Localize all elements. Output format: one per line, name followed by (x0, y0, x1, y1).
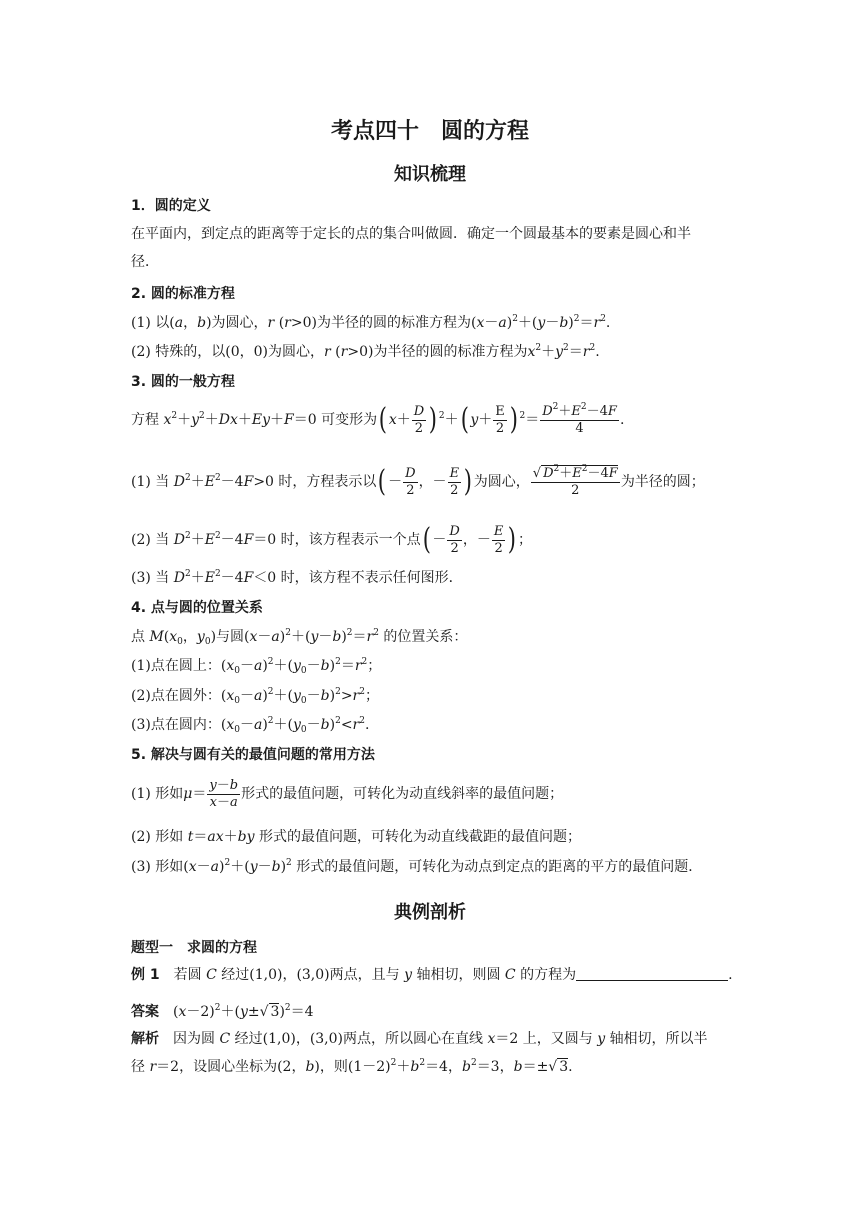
general-equation-case-1: (1) 当 $D^2+E^2-4F>0$ 时，方程表示以( － $\frac{D}{2}$ ，－ $\frac{E}{2}$ ) 为圆心， $\frac{√ D^2+E^2-4F}{2}$ 为半径的圆； (131, 463, 705, 499)
definition-line-1: 在平面内，到定点的距离等于定长的点的集合叫做圆．确定一个圆最基本的要素是圆心和半 (131, 226, 691, 242)
answer-line: 答案 $(x-2)^2+(y\pm√$ 3)$^2$＝4 (131, 1003, 314, 1020)
definition-line-2: 径． (131, 254, 159, 270)
heading-extreme-value-methods: 5. 解决与圆有关的最值问题的常用方法 (131, 747, 375, 763)
heading-circle-definition: 1．圆的定义 (131, 198, 211, 214)
page-title: 考点四十 圆的方程 (330, 119, 529, 144)
question-type-heading: 题型一 求圆的方程 (131, 940, 257, 956)
method-3: (3) 形如$(x-a)^2+(y-b)^2$ 形式的最值问题，可转化为动点到定点的距离的平方的最值问题． (131, 858, 703, 875)
point-outside-circle: (2)点在圆外：$(x_0-a)^2+(y_0-b)^2>r^2$； (131, 687, 379, 706)
heading-standard-equation: 2. 圆的标准方程 (131, 286, 235, 302)
point-circle-intro: 点 $M(x_0$，$y_0$)与圆$(x-a)^2+(y-b)^2=r^2$ 的位置关系： (131, 628, 468, 647)
example-1: 例 1 若圆 C 经过(1,0)，(3,0)两点，且与 y 轴相切，则圆 C 的方程为 . (131, 967, 733, 983)
general-equation-case-2: (2) 当 $D^2+E^2-4F=0$ 时，该方程表示一个点( － $\frac{D}{2}$ ，－ $\frac{E}{2}$ ) ； (131, 522, 533, 557)
answer-blank (576, 966, 728, 981)
section-heading-examples: 典例剖析 (394, 902, 466, 923)
general-equation-case-3: (3) 当 $D^2+E^2-4F<0$ 时，该方程不表示任何图形． (131, 569, 463, 586)
analysis-line-1: 解析 因为圆 C 经过(1,0)，(3,0)两点，所以圆心在直线 x＝2 上，又圆与 y 轴相切，所以半 (131, 1031, 708, 1047)
general-equation-transform: 方程 $x^2+y^2+Dx+Ey+F=0$ 可变形为( x＋ $\frac{D}{2}$ ) $^2$＋( y＋ $\frac{E}{2}$ ) $^2$＝ $\frac{D^2+E^2-4F}{4}$ . (131, 401, 625, 437)
analysis-line-2: 径 r＝2，设圆心坐标为(2，b)，则$(1-2)^2+b^2=4$，$b^2=3$，b＝±√ 3. (131, 1058, 573, 1075)
standard-equation-item-2: (2) 特殊的，以(0，0)为圆心，r (r>0)为半径的圆的标准方程为$x^2+y^2=r^2$. (131, 343, 600, 360)
heading-general-equation: 3. 圆的一般方程 (131, 374, 235, 390)
heading-point-circle-relation: 4. 点与圆的位置关系 (131, 600, 263, 616)
standard-equation-item-1: (1) 以(a，b)为圆心，r (r>0)为半径的圆的标准方程为$(x-a)^2+(y-b)^2=r^2$. (131, 314, 611, 331)
method-2: (2) 形如 t＝ax＋by 形式的最值问题，可转化为动直线截距的最值问题； (131, 829, 581, 845)
point-on-circle: (1)点在圆上：$(x_0-a)^2+(y_0-b)^2=r^2$； (131, 657, 382, 676)
method-1: (1) 形如μ＝ $\frac{y-b}{x-a}$ 形式的最值问题，可转化为动直线斜率的最值问题； (131, 777, 564, 810)
point-inside-circle: (3)点在圆内：$(x_0-a)^2+(y_0-b)^2<r^2$. (131, 716, 370, 735)
section-heading-knowledge: 知识梳理 (394, 164, 466, 185)
